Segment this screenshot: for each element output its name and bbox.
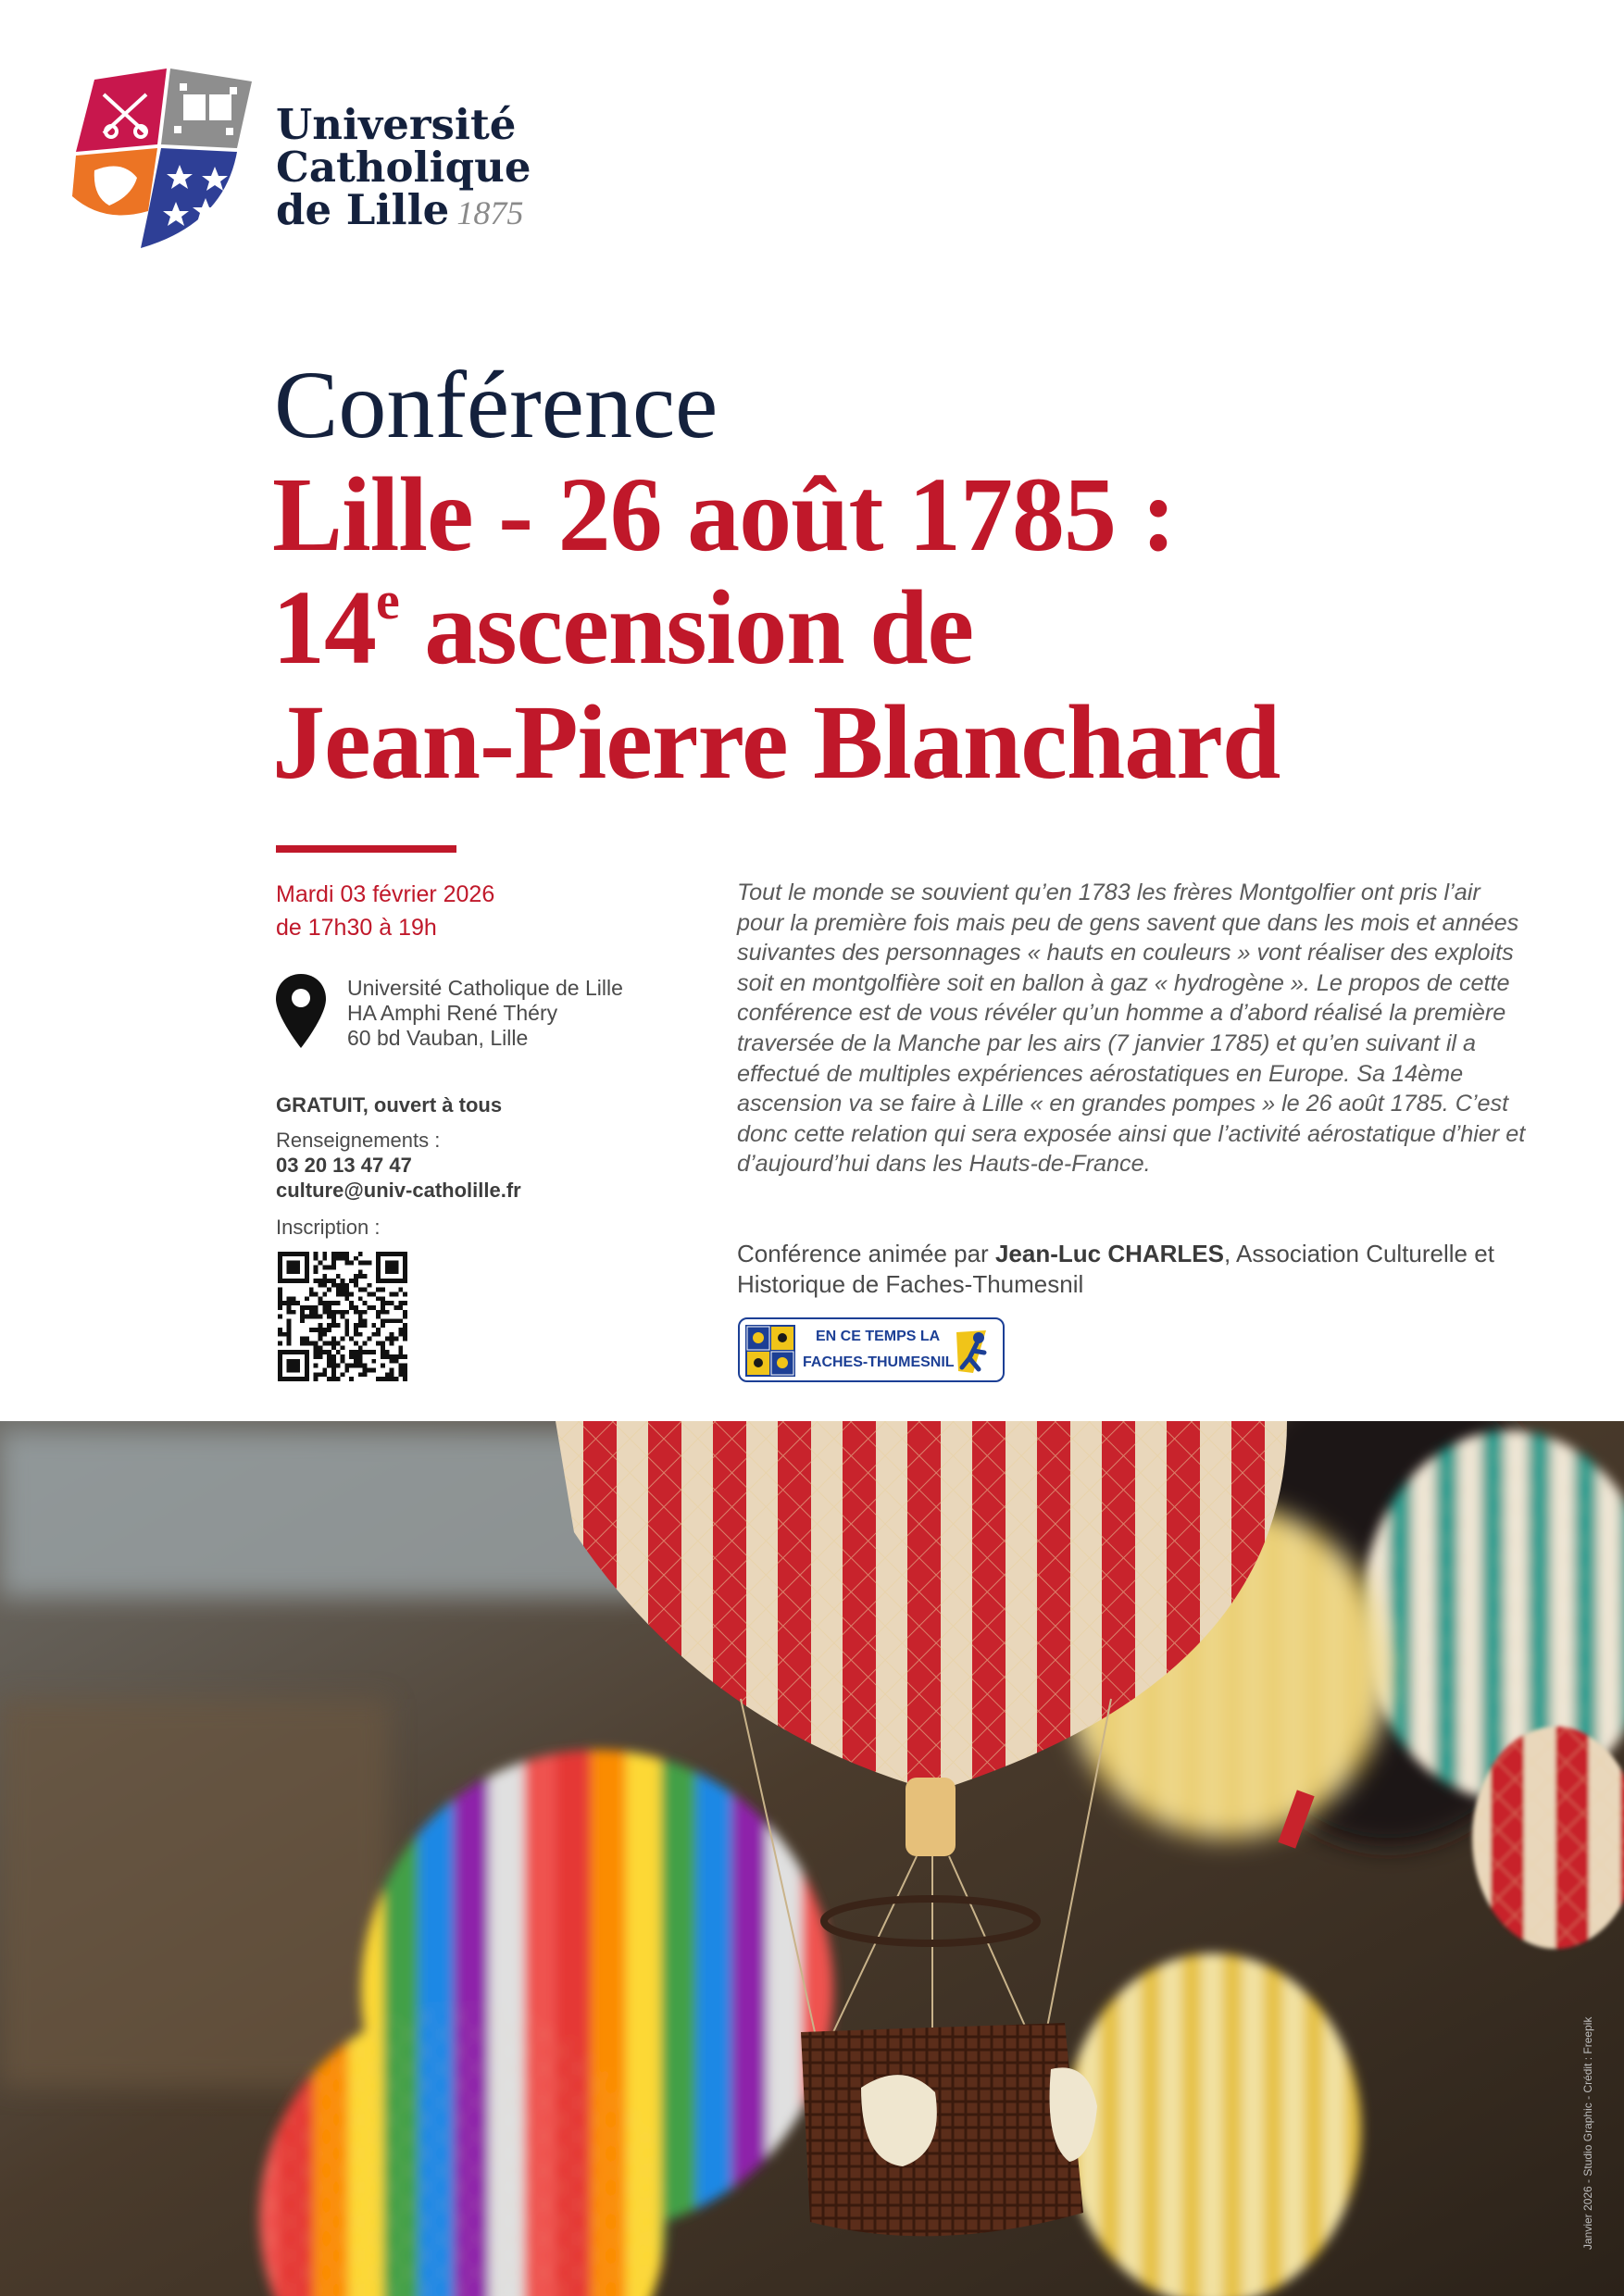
- association-logo: [738, 1317, 1005, 1382]
- event-date: Mardi 03 février 2026: [276, 881, 495, 907]
- logo-line-1: Université: [276, 100, 517, 149]
- hot-air-balloons-photo: [0, 1421, 1624, 2296]
- email-address: culture@univ-catholille.fr: [276, 1179, 521, 1202]
- title-line-2: 14e ascension de: [272, 568, 974, 686]
- association-name-line-1: EN CE TEMPS LA: [816, 1329, 941, 1344]
- logo-line-2: Catholique: [276, 143, 531, 192]
- venue-room: HA Amphi René Théry: [347, 1001, 558, 1025]
- qr-code-icon[interactable]: [278, 1252, 407, 1381]
- event-time: de 17h30 à 19h: [276, 915, 437, 941]
- price-info: GRATUIT, ouvert à tous: [276, 1093, 503, 1117]
- association-name-line-2: FACHES-THUMESNIL: [803, 1354, 955, 1370]
- phone-number: 03 20 13 47 47: [276, 1154, 412, 1177]
- map-pin-icon: [274, 972, 328, 1050]
- logo-year: 1875: [456, 194, 524, 231]
- conference-label: Conférence: [274, 352, 718, 458]
- logo-line-3: de Lille 1875: [276, 185, 524, 234]
- venue-address: 60 bd Vauban, Lille: [347, 1026, 529, 1050]
- conference-description: Tout le monde se souvient qu’en 1783 les frères Montgolfier ont pris l’air pour la première fois mais peu de gens savent que dans les mois et années suivantes des personnages « hauts en couleurs » vont réaliser des exploits soit en montgolfière soit en ballon à gaz « hydrogène ». Le propos de cette conférence est de vous révéler qu’un homme a d’abord réalisé la première traversée de la Manche par les airs (7 janvier 1785) et qu’en suivant il a effectué de multiples expériences aérostatiques en Europe. Sa 14ème ascension va se faire à Lille « en grandes pompes » le 26 août 1785. C’est donc cette relation qui sera exposée ainsi que l’activité aérostatique d’hier et d’aujourd’hui dans les Hauts-de-France.: [737, 880, 1526, 1178]
- info-label: Renseignements :: [276, 1129, 441, 1152]
- crest-icon: [745, 1325, 795, 1377]
- university-shield-logo: [67, 67, 257, 248]
- conference-speaker: Conférence animée par Jean-Luc CHARLES, Association Culturelle et Historique de Faches-Thumesnil: [737, 1240, 1494, 1298]
- ordinal-superscript: e: [376, 570, 399, 630]
- running-figure-icon: [945, 1325, 997, 1377]
- title-line-1: Lille - 26 août 1785 :: [272, 455, 1176, 573]
- title-divider: [276, 845, 456, 853]
- registration-label: Inscription :: [276, 1216, 381, 1239]
- venue-name: Université Catholique de Lille: [347, 976, 623, 1000]
- title-line-3: Jean-Pierre Blanchard: [272, 683, 1280, 801]
- photo-credit: Janvier 2026 - Studio Graphic - Crédit : Freepik: [1581, 2016, 1594, 2250]
- speaker-name: Jean-Luc CHARLES: [994, 1240, 1224, 1267]
